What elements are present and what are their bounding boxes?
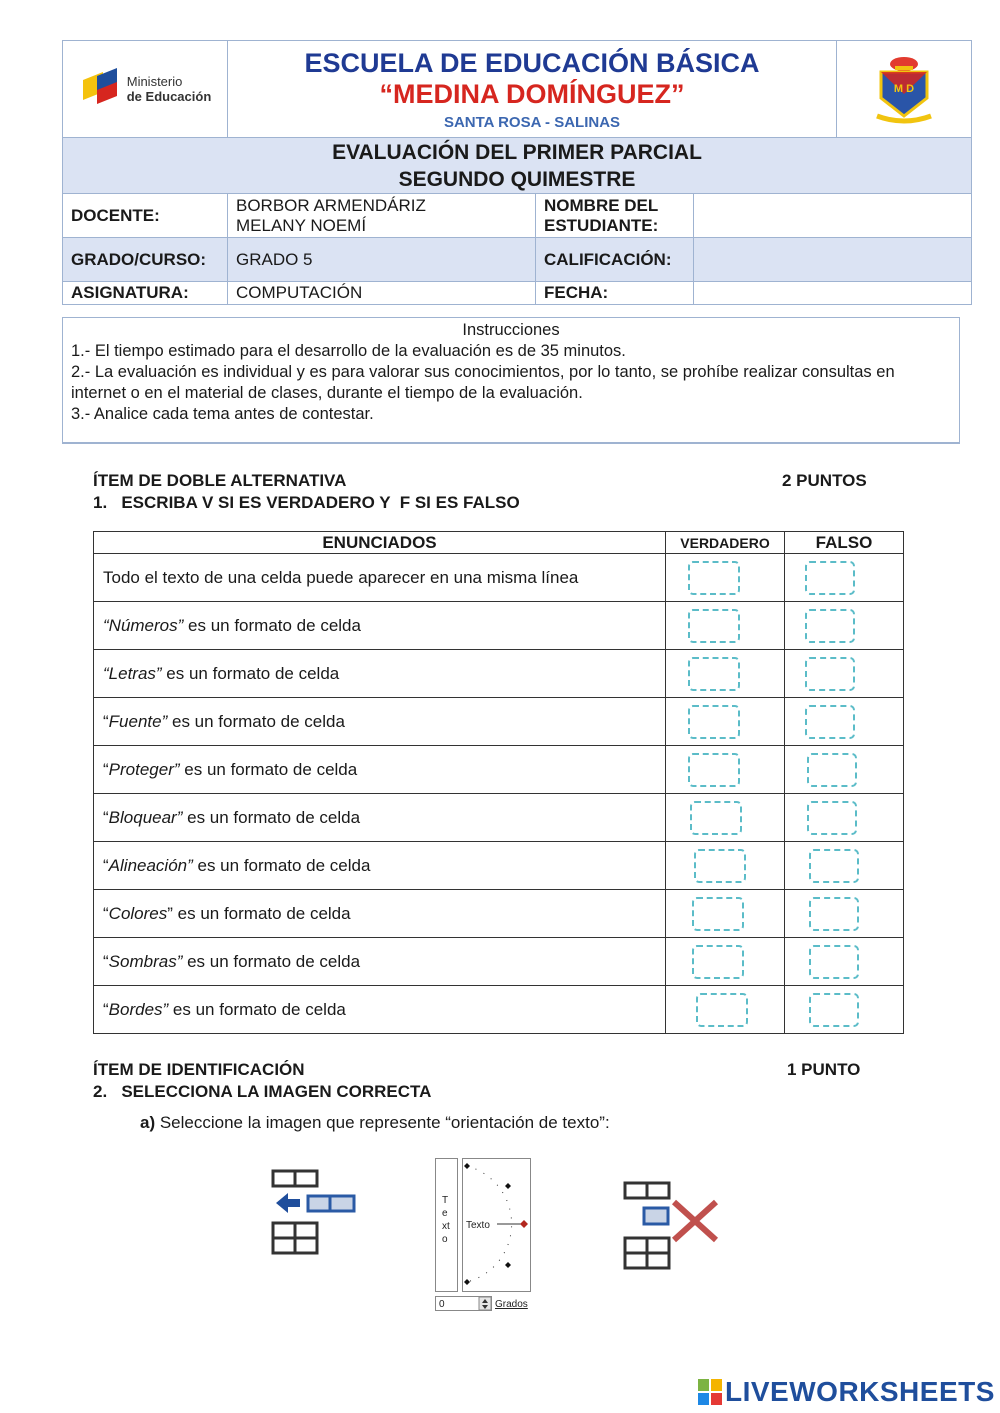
statement-cell	[94, 890, 666, 938]
table-row	[94, 986, 904, 1034]
section2-points: 1 PUNTO	[787, 1060, 861, 1079]
true-answer-box[interactable]	[688, 705, 740, 739]
statement-text: es un formato de celda	[182, 951, 361, 971]
crest-cell	[837, 41, 971, 137]
section2-question: 2. SELECCIONA LA IMAGEN CORRECTA	[93, 1082, 432, 1101]
school-title-cell	[228, 41, 837, 137]
school-title: ESCUELA DE EDUCACIÓN BÁSICA	[304, 47, 760, 78]
true-answer-box[interactable]	[694, 849, 746, 883]
liveworksheets-icon	[697, 1378, 723, 1406]
orientation-degrees-label: Grados	[495, 1299, 528, 1310]
orientation-degrees-value: 0	[439, 1299, 445, 1310]
false-answer-cell	[785, 938, 904, 986]
statement-prefix: “	[103, 855, 109, 875]
calificacion-value[interactable]	[694, 238, 971, 281]
school-crest-icon	[873, 54, 935, 124]
docente-label: DOCENTE:	[63, 194, 228, 237]
true-answer-cell	[666, 938, 785, 986]
statement-cell	[94, 650, 666, 698]
table-row	[94, 842, 904, 890]
table-header-row	[94, 532, 904, 554]
section1-points: 2 PUNTOS	[782, 471, 867, 490]
statement-text: Todo el texto de una celda puede aparecer en una misma línea	[103, 567, 579, 587]
true-answer-box[interactable]	[688, 561, 740, 595]
false-answer-box[interactable]	[809, 849, 859, 883]
calificacion-label: CALIFICACIÓN:	[536, 238, 694, 281]
true-answer-box[interactable]	[690, 801, 742, 835]
table-row	[94, 890, 904, 938]
table-row	[94, 554, 904, 602]
statement-term: “Letras”	[103, 663, 162, 683]
statement-prefix: “	[103, 759, 109, 779]
true-answer-cell	[666, 698, 785, 746]
true-answer-cell	[666, 602, 785, 650]
table-row	[94, 602, 904, 650]
statement-cell	[94, 794, 666, 842]
eval-title-row	[63, 138, 971, 194]
true-answer-box[interactable]	[696, 993, 748, 1027]
statement-cell	[94, 938, 666, 986]
true-answer-cell	[666, 554, 785, 602]
school-city: SANTA ROSA - SALINAS	[443, 113, 621, 131]
statement-text: es un formato de celda	[161, 663, 340, 683]
instructions-box	[62, 317, 960, 444]
statement-term: Fuente”	[108, 711, 168, 731]
estudiante-label-line2: ESTUDIANTE:	[544, 215, 659, 235]
true-answer-box[interactable]	[692, 945, 744, 979]
asignatura-label: ASIGNATURA:	[63, 282, 228, 304]
true-false-table	[93, 531, 904, 1034]
grado-row	[63, 238, 971, 282]
section1-question: 1. ESCRIBA V SI ES VERDADERO Y F SI ES FALSO	[93, 493, 520, 512]
asignatura-value: COMPUTACIÓN	[228, 282, 536, 304]
estudiante-value[interactable]	[694, 194, 971, 237]
false-answer-cell	[785, 986, 904, 1034]
statement-text: es un formato de celda	[179, 759, 358, 779]
liveworksheets-logo	[697, 1376, 995, 1408]
col-statements: ENUNCIADOS	[94, 532, 666, 554]
false-answer-box[interactable]	[809, 897, 859, 931]
grado-value: GRADO 5	[228, 238, 536, 281]
fecha-label: FECHA:	[536, 282, 694, 304]
orientation-horizontal-text: Texto	[466, 1220, 490, 1231]
statement-prefix: “	[103, 807, 109, 827]
statement-term: Proteger”	[108, 759, 180, 779]
section2-title: ÍTEM DE IDENTIFICACIÓN	[93, 1060, 305, 1079]
statement-text: ” es un formato de celda	[167, 903, 351, 923]
true-answer-box[interactable]	[688, 657, 740, 691]
true-answer-cell	[666, 746, 785, 794]
instructions-title: Instrucciones	[462, 321, 560, 339]
school-row	[63, 41, 971, 138]
statement-text: es un formato de celda	[168, 999, 346, 1019]
col-false: FALSO	[785, 532, 904, 554]
estudiante-label	[536, 194, 694, 237]
statement-cell	[94, 554, 666, 602]
statement-text: es un formato de celda	[183, 615, 361, 635]
true-answer-box[interactable]	[688, 753, 740, 787]
true-answer-cell	[666, 794, 785, 842]
statement-term: Bloquear”	[108, 807, 183, 827]
table-row	[94, 698, 904, 746]
ministry-flag-icon	[79, 66, 123, 112]
school-name: “MEDINA DOMÍNGUEZ”	[379, 78, 685, 109]
liveworksheets-brand: LIVEWORKSHEETS	[725, 1376, 995, 1407]
false-answer-cell	[785, 602, 904, 650]
table-row	[94, 650, 904, 698]
docente-line2: MELANY NOEMÍ	[236, 215, 367, 235]
statement-term: Alineación”	[108, 855, 193, 875]
section1-title: ÍTEM DE DOBLE ALTERNATIVA	[93, 471, 347, 490]
false-answer-cell	[785, 890, 904, 938]
true-answer-cell	[666, 842, 785, 890]
false-answer-box[interactable]	[805, 657, 855, 691]
false-answer-cell	[785, 794, 904, 842]
table-row	[94, 794, 904, 842]
section2-subquestion	[140, 1113, 610, 1133]
docente-line1: BORBOR ARMENDÁRIZ	[236, 195, 426, 215]
false-answer-box[interactable]	[805, 705, 855, 739]
estudiante-label-line1: NOMBRE DEL	[544, 195, 659, 215]
col-true: VERDADERO	[666, 532, 785, 554]
statement-term: Bordes”	[108, 999, 169, 1019]
false-answer-cell	[785, 554, 904, 602]
grado-label: GRADO/CURSO:	[63, 238, 228, 281]
instruction-1: 1.- El tiempo estimado para el desarrollo de la evaluación es de 35 minutos.	[71, 342, 626, 360]
false-answer-box[interactable]	[809, 993, 859, 1027]
statement-term: Sombras”	[108, 951, 183, 971]
option-delete-cells-icon[interactable]	[622, 1180, 722, 1272]
true-answer-box[interactable]	[692, 897, 744, 931]
statement-term: Colores	[108, 903, 168, 923]
orientation-vertical-text: Texto	[442, 1195, 450, 1245]
statement-text: es un formato de celda	[192, 855, 371, 875]
statement-prefix: “	[103, 903, 109, 923]
statement-cell	[94, 746, 666, 794]
option-text-orientation[interactable]	[435, 1158, 533, 1313]
false-answer-cell	[785, 842, 904, 890]
true-answer-cell	[666, 890, 785, 938]
subquestion-label: a)	[140, 1113, 156, 1132]
table-row	[94, 938, 904, 986]
table-row	[94, 746, 904, 794]
statement-cell	[94, 842, 666, 890]
false-answer-box[interactable]	[805, 609, 855, 643]
instruction-3: 3.- Analice cada tema antes de contestar.	[71, 405, 374, 423]
option-shift-cells-icon[interactable]	[270, 1168, 360, 1256]
statement-text: es un formato de celda	[167, 711, 345, 731]
statement-term: “Números”	[103, 615, 184, 635]
statement-cell	[94, 986, 666, 1034]
false-answer-cell	[785, 698, 904, 746]
ministry-logo-cell	[63, 41, 228, 137]
subquestion-text: Seleccione la imagen que represente “orientación de texto”:	[155, 1113, 610, 1132]
asignatura-row	[63, 282, 971, 304]
eval-title-line1: EVALUACIÓN DEL PRIMER PARCIAL	[332, 140, 702, 164]
ministry-line1: Ministerio	[126, 74, 183, 89]
statement-text: es un formato de celda	[182, 807, 361, 827]
statement-cell	[94, 698, 666, 746]
true-answer-cell	[666, 650, 785, 698]
false-answer-box[interactable]	[807, 753, 857, 787]
false-answer-box[interactable]	[807, 801, 857, 835]
statement-cell	[94, 602, 666, 650]
false-answer-box[interactable]	[809, 945, 859, 979]
false-answer-box[interactable]	[805, 561, 855, 595]
ministry-line2: de Educación	[126, 89, 212, 104]
true-answer-box[interactable]	[688, 609, 740, 643]
false-answer-cell	[785, 650, 904, 698]
eval-title-line2: SEGUNDO QUIMESTRE	[398, 167, 636, 191]
false-answer-cell	[785, 746, 904, 794]
fecha-value[interactable]	[694, 282, 971, 304]
header-table	[62, 40, 972, 305]
true-answer-cell	[666, 986, 785, 1034]
crest-letters: M D	[893, 83, 915, 95]
statement-prefix: “	[103, 951, 109, 971]
docente-row	[63, 194, 971, 238]
statement-prefix: “	[103, 711, 109, 731]
statement-prefix: “	[103, 999, 109, 1019]
docente-value	[228, 194, 536, 237]
instruction-2: 2.- La evaluación es individual y es para valorar sus conocimientos, por lo tanto, se prohíbe realizar consultas en internet o en el material de clases, durante el tiempo de la evaluación.	[71, 363, 895, 402]
